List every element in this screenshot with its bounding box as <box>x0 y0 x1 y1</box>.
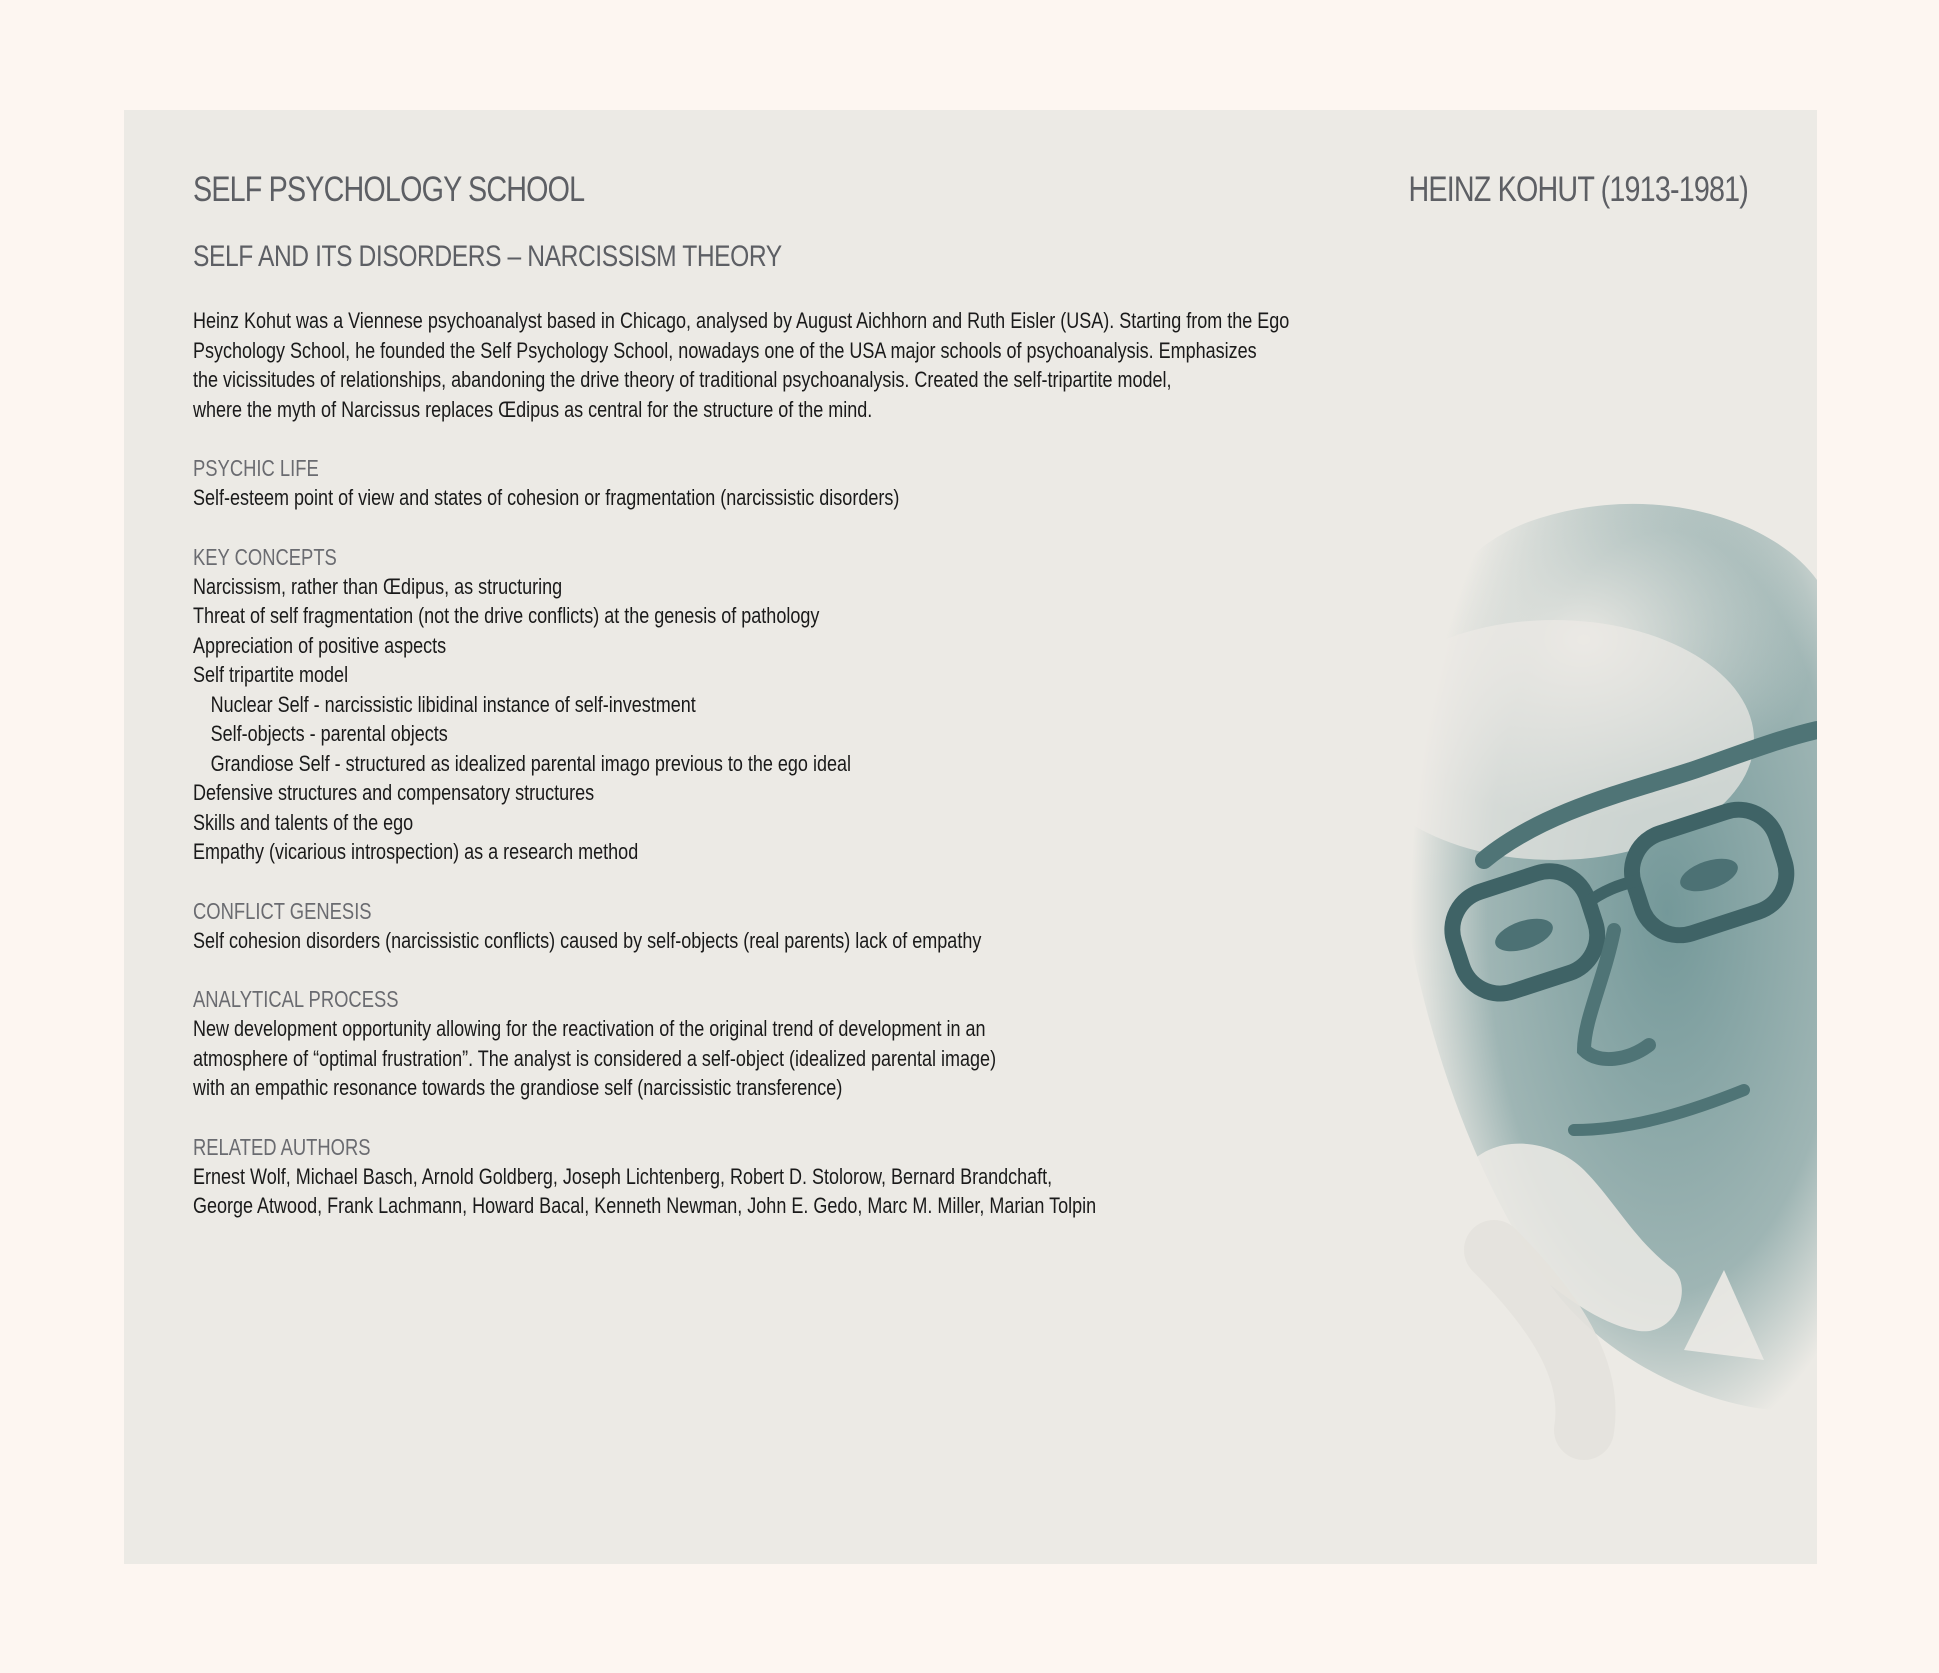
section-line: Ernest Wolf, Michael Basch, Arnold Goldberg, Joseph Lichtenberg, Robert D. Stolorow, Bernard Brandchaft, <box>193 1163 1053 1189</box>
section-line: Narcissism, rather than Œdipus, as structuring <box>193 573 563 599</box>
section-subline: Nuclear Self - narcissistic libidinal instance of self-investment <box>210 691 696 717</box>
section-line: atmosphere of “optimal frustration”. The analyst is considered a self-object (idealized parental image) <box>193 1045 997 1071</box>
section-heading: CONFLICT GENESIS <box>193 897 372 924</box>
section-line: with an empathic resonance towards the grandiose self (narcissistic transference) <box>193 1075 843 1100</box>
school-title: SELF PSYCHOLOGY SCHOOL <box>193 170 585 209</box>
section-subline: Grandiose Self - structured as idealized parental imago previous to the ego ideal <box>210 750 851 776</box>
section-line: Self cohesion disorders (narcissistic conflicts) caused by self-objects (real parents) lack of empathy <box>193 927 982 953</box>
section-conflict-genesis <box>193 897 1297 956</box>
section-line: Skills and talents of the ego <box>193 809 414 835</box>
intro-paragraph <box>193 306 1297 424</box>
section-line: Empathy (vicarious introspection) as a research method <box>193 839 639 864</box>
section-line: George Atwood, Frank Lachmann, Howard Bacal, Kenneth Newman, John E. Gedo, Marc M. Miller, Marian Tolpin <box>193 1193 1097 1218</box>
section-heading: PSYCHIC LIFE <box>193 455 319 481</box>
section-subline: Self-objects - parental objects <box>210 721 448 746</box>
section-line: Self-esteem point of view and states of cohesion or fragmentation (narcissistic disorders) <box>193 485 900 510</box>
section-line: Defensive structures and compensatory structures <box>193 780 595 805</box>
intro-line: the vicissitudes of relationships, abandoning the drive theory of traditional psychoanalysis. Created the self-tripartite model, <box>193 367 1172 392</box>
author-title: HEINZ KOHUT (1913-1981) <box>1408 170 1748 209</box>
section-line: Threat of self fragmentation (not the drive conflicts) at the genesis of pathology <box>193 603 820 628</box>
intro-line: where the myth of Narcissus replaces Œdipus as central for the structure of the mind. <box>193 396 873 422</box>
header-row <box>193 170 1748 210</box>
document-content <box>193 170 1748 1221</box>
intro-line: Heinz Kohut was a Viennese psychoanalyst based in Chicago, analysed by August Aichhorn and Ruth Eisler (USA). Starting from the Ego <box>193 308 1290 333</box>
subtitle: SELF AND ITS DISORDERS – NARCISSISM THEORY <box>193 240 782 273</box>
section-line: New development opportunity allowing for the reactivation of the original trend of development in an <box>193 1016 986 1041</box>
section-analytical-process <box>193 985 1297 1103</box>
section-heading: KEY CONCEPTS <box>193 543 337 570</box>
section-psychic-life <box>193 454 1297 513</box>
document-panel <box>124 110 1817 1564</box>
section-line: Self tripartite model <box>193 662 349 687</box>
text-block <box>193 306 1297 1221</box>
intro-line: Psychology School, he founded the Self Psychology School, nowadays one of the USA major schools of psychoanalysis. Emphasizes <box>193 337 1257 363</box>
section-heading: ANALYTICAL PROCESS <box>193 986 399 1012</box>
section-related-authors <box>193 1133 1297 1221</box>
section-heading: RELATED AUTHORS <box>193 1133 371 1160</box>
section-key-concepts <box>193 543 1297 867</box>
section-line: Appreciation of positive aspects <box>193 632 447 658</box>
